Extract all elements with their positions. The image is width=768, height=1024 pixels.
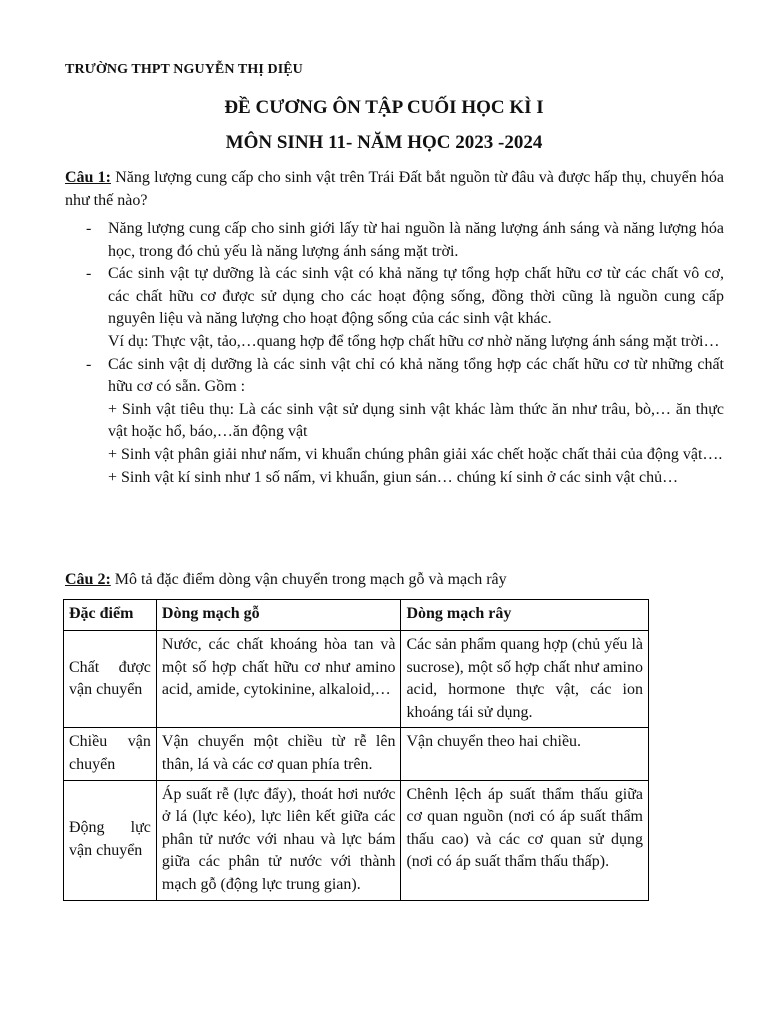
phloem-cell: Chênh lệch áp suất thẩm thấu giữa cơ quan nguồn (nơi có áp suất thẩm thấu cao) và các cơ quan sử dụng (nơi có áp suất thẩm thấu thấp). — [401, 780, 649, 900]
answer-bullet: - Các sinh vật dị dưỡng là các sinh vật chỉ có khả năng tổng hợp các chất hữu cơ từ những chất hữu cơ có sẵn. Gồm : — [65, 354, 724, 399]
feature-cell: Chất được vận chuyển — [64, 631, 157, 728]
table-header-cell: Đặc điểm — [64, 600, 157, 631]
answer-bullet: - Các sinh vật tự dưỡng là các sinh vật có khả năng tự tổng hợp chất hữu cơ từ các chất vô cơ, các chất hữu cơ được sử dụng cho các hoạt động sống, đồng thời cũng là nguồn cung cấp nguyên liệu và năng lượng cho hoạt động sống của các sinh vật khác. — [65, 263, 724, 331]
answer-detail-line: + Sinh vật kí sinh như 1 số nấm, vi khuẩn, giun sán… chúng kí sinh ở các sinh vật chủ… — [108, 468, 679, 486]
table-header-cell: Dòng mạch rây — [401, 600, 649, 631]
table-header-cell: Dòng mạch gỗ — [156, 600, 401, 631]
feature-cell: Động lực vận chuyển — [64, 780, 157, 900]
answer-1-list — [65, 218, 724, 489]
answer-bullet: - Năng lượng cung cấp cho sinh giới lấy từ hai nguồn là năng lượng ánh sáng và năng lượng hóa học, trong đó chủ yếu là năng lượng ánh sáng mặt trời. — [65, 218, 724, 263]
xylem-cell: Nước, các chất khoáng hòa tan và một số hợp chất hữu cơ như amino acid, amide, cytokinine, alkaloid,… — [156, 631, 401, 728]
table-row — [64, 780, 649, 900]
table-header-row — [64, 600, 649, 631]
transport-comparison-table — [63, 599, 649, 901]
phloem-cell: Các sản phẩm quang hợp (chủ yếu là sucrose), một số hợp chất như amino acid, hormone thực vật, các ion khoáng tái sử dụng. — [401, 631, 649, 728]
question-2 — [65, 568, 507, 591]
document-subtitle: MÔN SINH 11- NĂM HỌC 2023 -2024 — [225, 132, 543, 153]
answer-detail-line: + Sinh vật tiêu thụ: Là các sinh vật sử dụng sinh vật khác làm thức ăn như trâu, bò,… ăn thực vật hoặc hổ, báo,…ăn động vật — [108, 400, 724, 441]
question-1-text: Năng lượng cung cấp cho sinh vật trên Trái Đất bắt nguồn từ đâu và được hấp thụ, chuyển hóa như thế nào? — [65, 169, 725, 209]
table-row — [64, 631, 649, 728]
xylem-cell: Áp suất rễ (lực đẩy), thoát hơi nước ở lá (lực kéo), lực liên kết giữa các phân tử nước với nhau và lực bám giữa các phân tử nước với thành mạch gỗ (động lực trung gian). — [156, 780, 401, 900]
answer-detail-line: + Sinh vật phân giải như nấm, vi khuẩn chúng phân giải xác chết hoặc chất thải của động vật…. — [108, 445, 723, 463]
school-name: TRƯỜNG THPT NGUYỄN THỊ DIỆU — [65, 62, 303, 77]
xylem-cell: Vận chuyển một chiều từ rễ lên thân, lá và các cơ quan phía trên. — [156, 728, 401, 780]
answer-detail-line: Ví dụ: Thực vật, tảo,…quang hợp để tổng hợp chất hữu cơ nhờ năng lượng ánh sáng mặt trời… — [108, 332, 720, 350]
question-2-text: Mô tả đặc điểm dòng vận chuyển trong mạch gỗ và mạch rây — [114, 571, 507, 588]
table-row — [64, 728, 649, 780]
document-title: ĐỀ CƯƠNG ÔN TẬP CUỐI HỌC KÌ I — [224, 97, 544, 118]
question-1 — [65, 166, 724, 212]
phloem-cell: Vận chuyển theo hai chiều. — [401, 728, 649, 780]
question-1-label: Câu 1: — [65, 169, 112, 186]
feature-cell: Chiều vận chuyển — [64, 728, 157, 780]
question-2-label: Câu 2: — [65, 571, 111, 588]
